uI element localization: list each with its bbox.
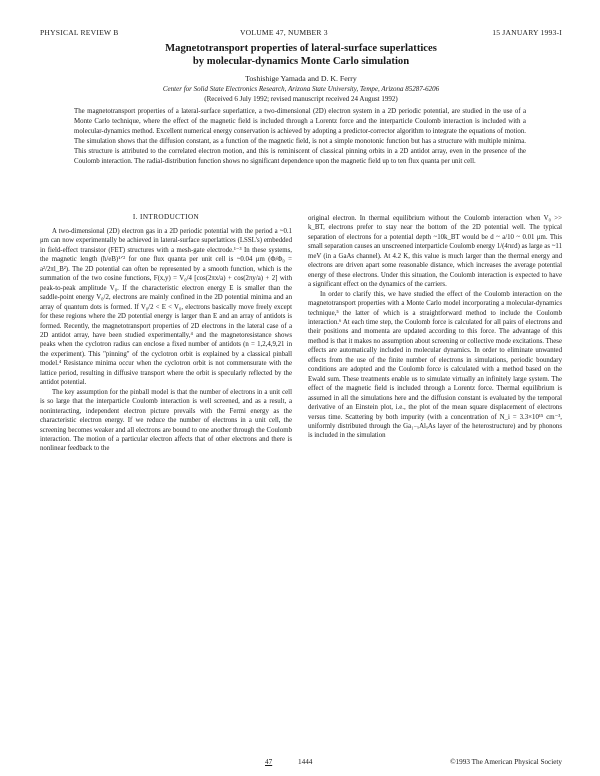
- running-header: [40, 28, 562, 40]
- received-dates: (Received 6 July 1992; revised manuscript received 24 August 1992): [204, 95, 398, 103]
- volume-number: VOLUME 47, NUMBER 3: [240, 28, 328, 37]
- page-number: 1444: [298, 758, 313, 766]
- author-affiliation: Center for Solid State Electronics Research, Arizona State University, Tempe, Arizona 85287-6206: [162, 85, 440, 93]
- issue-date: 15 JANUARY 1993-I: [492, 28, 562, 37]
- title-line-1: Magnetotransport properties of lateral-surface superlattices: [165, 43, 437, 54]
- right-column: [308, 214, 562, 441]
- copyright-notice: ©1993 The American Physical Society: [450, 758, 562, 766]
- footer-volume: 47: [265, 758, 273, 766]
- body-paragraph: original electron. In thermal equilibrium without the Coulomb interaction when V₀ >> k_BT, electrons prefer to stay near the bottom of the 2D potential well. The typical separation of electrons for a potential depth ~10k_BT would be d ~ a/10 ~ 0.01 μm. This small separation causes an unscreened interparticle Coulomb energy 1/(4πεd) as large as ~11 meV (in a GaAs channel). At 4.2 K, this value is much larger than the thermal energy and electrons are driven apart some reasonable distance, which increases the average potential energy of these electrons. Under this situation, the Coulomb interaction is expected to have a significant effect on the dynamics of the carriers.: [308, 215, 562, 289]
- title-line-2: by molecular-dynamics Monte Carlo simulation: [192, 56, 410, 67]
- left-column: [40, 227, 292, 454]
- body-paragraph: In order to clarify this, we have studied the effect of the Coulomb interaction on the magnetotransport properties with a Monte Carlo model incorporating a molecular-dynamics technique,⁵ the latter of which is a straightforward method to include the Coulomb interaction.⁶ At each time step, the Coulomb force is calculated for all pairs of electrons and their positions and momenta are updated according to this force. The advantage of this method is that it makes no assumption about screening or collective mode excitations. These effects are automatically included in molecular dynamics. In order to eliminate unwanted effects from the use of the finite number of electrons in simulations, periodic boundary conditions are adopted and the Coulomb force is calculated with a method based on the Ewald sum. These treatments enable us to simulate virtually an infinitely large system. The effect of the magnetic field is included through a Lorentz force. Thermal equilibrium is assumed in all the simulations here and the diffusion constant is evaluated by the temporal derivative of an Einstein plot, i.e., the plot of the mean square displacement of electrons versus time. Scattering by both impurity (with a concentration of N_i = 3.3×10¹⁵ cm⁻³, uniformly distributed through the Ga₁₋ₓAlₓAs layer of the heterostructure) and by phonons is included in the simulation: [308, 290, 562, 440]
- page-footer: [40, 758, 562, 770]
- body-paragraph: A two-dimensional (2D) electron gas in a 2D periodic potential with the period a ~0.1 μm can now experimentally be achieved in lateral-surface superlattices (LSSL's) embedded in field-effect transistor (FET) structures with a mesh-gate electrode.¹⁻³ In these systems, the magnetic length (ħ/eB)¹ᐟ² for one flux quanta per unit cell is ~0.04 μm (Φ/Φ₀ = a²/2πl_B²). The 2D potential can often be represented by a smooth function, which is the summation of the two cosine functions, F(x,y) = V₀/4 [cos(2πx/a) + cos(2πy/a) + 2] with peak-to-peak amplitude V₀. If the characteristic electron energy E is smaller than the saddle-point energy V₀/2, electrons are mainly confined in the 2D potential minima and an array of quantum dots is formed. If V₀/2 < E < V₀, electrons basically move freely except for these regions where the 2D potential energy is larger than E and an array of antidots is formed. Recently, the magnetotransport properties of 2D electrons in the lateral case of a 2D antidot array, have been studied experimentally,⁴ and the magnetoresistance shows peaks when the cyclotron radius can enclose a fixed number of antidots (n = 1,2,4,9,21 in the experiment). This "pinning" of the cyclotron orbit is explained by a classical pinball model.⁴ Resistance minima occur when the cyclotron orbit is not commensurate with the lattice period, resulting in diffusive transport where the orbit is specularly reflected by the antidot potential.: [40, 228, 292, 387]
- body-paragraph: The key assumption for the pinball model is that the number of electrons in a unit cell is so large that the interparticle Coulomb interaction is well screened, and as a result, a noninteracting, independent electron picture prevails with the Fermi energy as the characteristic electron energy. If we reduce the number of electrons in a unit cell, the screening becomes weaker and all electrons are bound to one another through the Coulomb interaction. The motion of a particular electron affects that of other electrons and there is nonlinear feedback to the: [40, 388, 292, 453]
- paper-title: [40, 42, 562, 68]
- section-heading: I. INTRODUCTION: [132, 213, 200, 221]
- abstract: The magnetotransport properties of a lateral-surface superlattice, a two-dimensional (2D) electron system in a 2D periodic potential, are studied in the use of a Monte Carlo technique, where the effect of the magnetic field is included through a Lorentz force and the interparticle Coulomb interaction is included with a molecular-dynamics method. Excellent numerical energy conservation is achieved by adopting a predictor-corrector algorithm to integrate the equations of motion. The simulation shows that the diffusion constant, as a function of the magnetic field, is not a simple monotonic function but has a structure with multiple minima. This structure is attributed to the correlated electron motion, and this is reminiscent of classical pinning orbits in a 2D antidot array, even in the presence of the Coulomb interaction. The radial-distribution function shows no significant dependence upon the magnetic field up to ten flux quanta per unit cell.: [74, 108, 526, 166]
- author-list: Toshishige Yamada and D. K. Ferry: [245, 74, 357, 83]
- journal-name: PHYSICAL REVIEW B: [40, 28, 119, 37]
